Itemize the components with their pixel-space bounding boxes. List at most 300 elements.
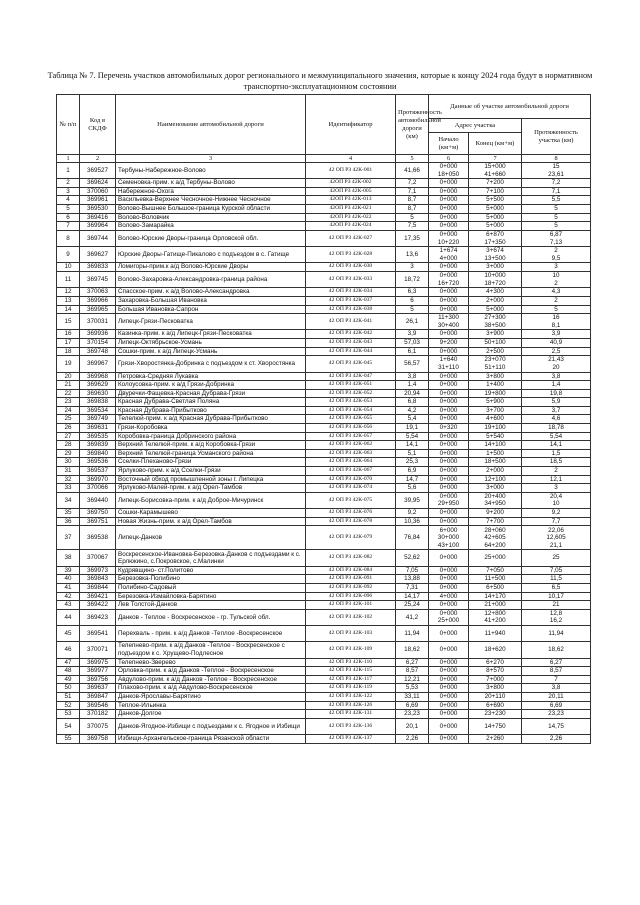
segment-length-cell: [522, 441, 591, 450]
row-number: 38: [57, 550, 80, 566]
table-row: [57, 381, 591, 390]
road-name: Волово-Замарайка: [116, 222, 306, 231]
road-name: Сошки-прим. к а/д Липецк-Усмань: [116, 347, 306, 356]
table-row: [57, 693, 591, 702]
road-length: 14,1: [396, 441, 429, 450]
segment-end: 3+800: [486, 684, 504, 692]
segment-end-cell: [469, 693, 522, 702]
segment-start-cell: [429, 609, 469, 625]
road-name: Спасское-прим. к а/д Волово-Александровка: [116, 288, 306, 297]
segment-end: 41+660: [484, 170, 506, 178]
segment-start-cell: [429, 372, 469, 381]
segment-start: 0+000: [439, 288, 458, 296]
skdf-code: 369977: [80, 667, 116, 676]
road-identifier: 42ОП РЗ 42К-013: [306, 196, 396, 205]
skdf-code: 369541: [80, 626, 116, 642]
segment-start-cell: [429, 484, 469, 493]
segment-start: 0+000: [439, 701, 458, 709]
road-length: 25,3: [396, 458, 429, 467]
road-name: Липецк-Грязи-Песковатка: [116, 314, 306, 330]
segment-start: 0+000: [439, 179, 458, 187]
segment-end-cell: [469, 550, 522, 566]
segment-end: 25+000: [484, 554, 506, 562]
segment-length-cell: [522, 222, 591, 231]
row-number: 52: [57, 701, 80, 710]
col-number: 2: [80, 155, 116, 163]
segment-start: 0+000: [439, 296, 458, 304]
segment-end: 20+110: [484, 693, 506, 701]
segment-length-cell: [522, 330, 591, 339]
segment-start: 10+220: [437, 238, 460, 246]
road-identifier: 42 ОП РЗ 42К-076: [306, 509, 396, 518]
segment-end-cell: [469, 296, 522, 305]
row-number: 23: [57, 398, 80, 407]
road-length: 6,3: [396, 288, 429, 297]
segment-length: 2: [554, 296, 558, 304]
segment-end: 2+260: [486, 735, 504, 743]
segment-end: 5+000: [486, 213, 504, 221]
road-identifier: 42 ОП РЗ 42К-038: [306, 305, 396, 314]
segment-start-cell: [429, 667, 469, 676]
segment-start-cell: [429, 718, 469, 734]
table-row: [57, 272, 591, 288]
row-number: 35: [57, 509, 80, 518]
segment-end: 6+690: [486, 701, 504, 709]
segment-end: 1+400: [486, 381, 504, 389]
header-length: Протяженность автомобильной дороги (км): [396, 95, 429, 155]
segment-length: 12,8: [549, 609, 563, 617]
road-length: 23,23: [396, 710, 429, 719]
segment-start: 0+000: [439, 484, 458, 492]
road-name: Верхний Телелюй-граница Усманского района: [116, 449, 306, 458]
segment-start-cell: [429, 179, 469, 188]
table-row: [57, 339, 591, 348]
segment-start-cell: [429, 205, 469, 214]
segment-start-cell: [429, 592, 469, 601]
segment-length-cell: [522, 609, 591, 625]
skdf-code: 369749: [80, 415, 116, 424]
row-number: 6: [57, 213, 80, 222]
segment-start: 0+000: [439, 389, 458, 397]
table-row: [57, 575, 591, 584]
road-identifier: 42 ОП РЗ 42К-053: [306, 398, 396, 407]
road-name: Юрские Дворы-Гатище-Пикалово с подъездом в с. Гатище: [116, 247, 306, 263]
row-number: 53: [57, 710, 80, 719]
road-name: Избищи-Архангельское-граница Рязанской области: [116, 735, 306, 744]
row-number: 11: [57, 272, 80, 288]
segment-length: 3,8: [551, 684, 561, 692]
segment-end: 2+500: [486, 347, 504, 355]
segment-length: 3,8: [551, 372, 561, 380]
segment-length: 9,2: [551, 509, 561, 517]
skdf-code: 370060: [80, 187, 116, 196]
header-id: Идентификатор: [306, 95, 396, 155]
skdf-code: 369537: [80, 467, 116, 476]
road-length: 20,1: [396, 718, 429, 734]
segment-start: 0+320: [439, 424, 458, 432]
segment-length-cell: [522, 642, 591, 658]
road-name: Данков-Ярославы-Барятино: [116, 693, 306, 702]
table-title: Таблица № 7. Перечень участков автомобильных дорог регионального и межмуниципального значения, которые к концу 2024 года будут в нормативном транспортно-эксплуатационном состоянии: [47, 71, 593, 91]
road-length: 4,2: [396, 406, 429, 415]
segment-end: 7+050: [486, 566, 504, 574]
road-identifier: 42 ОП РЗ 42К-131: [306, 710, 396, 719]
table-row: [57, 735, 591, 744]
segment-start: 0+000: [439, 187, 458, 195]
segment-end: 3+000: [486, 263, 504, 271]
skdf-code: 369758: [80, 735, 116, 744]
segment-end-cell: [469, 163, 522, 179]
row-number: 8: [57, 230, 80, 246]
segment-start-cell: [429, 517, 469, 526]
segment-end-cell: [469, 718, 522, 734]
row-number: 36: [57, 517, 80, 526]
segment-length-cell: [522, 213, 591, 222]
skdf-code: 369970: [80, 475, 116, 484]
segment-length: 3,9: [551, 330, 561, 338]
segment-end-cell: [469, 288, 522, 297]
row-number: 47: [57, 658, 80, 667]
road-length: 33,11: [396, 693, 429, 702]
table-row: [57, 398, 591, 407]
segment-start-cell: [429, 230, 469, 246]
segment-start-cell: [429, 575, 469, 584]
road-identifier: 42 ОП РЗ 42К-027: [306, 230, 396, 246]
segment-start-cell: [429, 710, 469, 719]
road-length: 8,7: [396, 196, 429, 205]
road-name: Липецк-Борисовка-прим. к а/д Доброе-Мичуринск: [116, 492, 306, 508]
skdf-code: 369630: [80, 389, 116, 398]
segment-start-cell: [429, 247, 469, 263]
road-identifier: 42 ОП РЗ 42К-136: [306, 718, 396, 734]
segment-length: 5,5: [551, 196, 561, 204]
segment-start: 0+000: [439, 449, 458, 457]
row-number: 18: [57, 347, 80, 356]
segment-end: 38+500: [484, 321, 506, 329]
road-name: Набережное-Охога: [116, 187, 306, 196]
segment-end: 42+605: [484, 534, 506, 542]
segment-start: 0+000: [439, 415, 458, 423]
table-row: [57, 710, 591, 719]
segment-length: 4,6: [551, 415, 561, 423]
row-number: 10: [57, 263, 80, 272]
road-identifier: 42 ОП РЗ 42К-055: [306, 415, 396, 424]
segment-end: 13+500: [484, 254, 506, 262]
road-name: Красная Дубрава-Светлая Поляна: [116, 398, 306, 407]
table-row: [57, 196, 591, 205]
table-row: [57, 675, 591, 684]
segment-length: 10: [552, 272, 560, 280]
segment-end-cell: [469, 381, 522, 390]
skdf-code: 369534: [80, 406, 116, 415]
skdf-code: 369839: [80, 441, 116, 450]
segment-end-cell: [469, 583, 522, 592]
segment-end: 27+300: [484, 314, 506, 322]
row-number: 3: [57, 187, 80, 196]
skdf-code: 369961: [80, 196, 116, 205]
segment-start: 0+000: [439, 222, 458, 230]
table-row: [57, 288, 591, 297]
skdf-code: 369838: [80, 398, 116, 407]
segment-end-cell: [469, 509, 522, 518]
table-row: [57, 658, 591, 667]
segment-start-cell: [429, 339, 469, 348]
segment-length-cell: [522, 398, 591, 407]
road-name: Авдулово-прим. к а/д Данков -Теплое - Воскресенское: [116, 675, 306, 684]
segment-length: 1,4: [551, 381, 561, 389]
segment-length: 21,43: [548, 356, 564, 364]
segment-end: 3+000: [486, 484, 504, 492]
skdf-code: 370075: [80, 718, 116, 734]
row-number: 49: [57, 675, 80, 684]
segment-end: 2+000: [486, 467, 504, 475]
segment-length: 3: [554, 484, 558, 492]
table-row: [57, 296, 591, 305]
segment-length: 6,87: [549, 230, 563, 238]
segment-length-cell: [522, 626, 591, 642]
segment-end: 7+100: [486, 187, 504, 195]
segment-start: 0+000: [439, 263, 458, 271]
segment-end: 18+500: [484, 458, 506, 466]
segment-end-cell: [469, 449, 522, 458]
segment-length-cell: [522, 230, 591, 246]
row-number: 22: [57, 389, 80, 398]
road-length: 6,1: [396, 347, 429, 356]
segment-start: 0+000: [439, 475, 458, 483]
segment-end: 3+900: [486, 330, 504, 338]
col-number: 8: [522, 155, 591, 163]
segment-start-cell: [429, 467, 469, 476]
road-name: Телепнево-прим. к а/д Данков -Теплое - Воскресенское с подъездом к с. Хрущево-Подлесное: [116, 642, 306, 658]
road-identifier: 42 ОП РЗ 42К-054: [306, 406, 396, 415]
segment-end: 4+300: [486, 288, 504, 296]
segment-start: 1+674: [439, 247, 458, 255]
road-length: 41,66: [396, 163, 429, 179]
road-identifier: 42 ОП РЗ 42К-041: [306, 314, 396, 330]
table-row: [57, 230, 591, 246]
segment-end: 2+000: [486, 296, 504, 304]
row-number: 48: [57, 667, 80, 676]
segment-length: 5,54: [549, 432, 563, 440]
segment-length: 2: [554, 247, 558, 255]
segment-start-cell: [429, 441, 469, 450]
row-number: 2: [57, 179, 80, 188]
road-name: Теплое-Ильинка: [116, 701, 306, 710]
row-number: 54: [57, 718, 80, 734]
road-length: 8,7: [396, 205, 429, 214]
road-name: Новая Жизнь-прим. к а/д Орел-Тамбов: [116, 517, 306, 526]
road-identifier: 42 ОП РЗ 42К-070: [306, 475, 396, 484]
segment-start-cell: [429, 389, 469, 398]
header-code: Код в СКДФ: [80, 95, 116, 155]
road-name: Волово-Воловчик: [116, 213, 306, 222]
segment-end-cell: [469, 213, 522, 222]
skdf-code: 369744: [80, 230, 116, 246]
road-name: Березовка-Полибино: [116, 575, 306, 584]
segment-length: 11,5: [550, 575, 562, 583]
road-name: Сселки-Плеханово-Грязи: [116, 458, 306, 467]
road-name: Данков-Долгое: [116, 710, 306, 719]
road-identifier: 42 ОП РЗ 42К-096: [306, 592, 396, 601]
segment-start-cell: [429, 475, 469, 484]
segment-start-cell: [429, 566, 469, 575]
segment-start: 0+000: [439, 305, 458, 313]
segment-start-cell: [429, 163, 469, 179]
segment-start-cell: [429, 449, 469, 458]
road-identifier: 42ОП РЗ 42К-022: [306, 213, 396, 222]
table-row: [57, 389, 591, 398]
road-identifier: 42 ОП РЗ 42К-063: [306, 449, 396, 458]
road-name: Волово-Вышнее Большое-граница Курской области: [116, 205, 306, 214]
skdf-code: 369973: [80, 566, 116, 575]
skdf-code: 369967: [80, 356, 116, 372]
road-name: Петровка-Средняя Лукавка: [116, 372, 306, 381]
segment-end-cell: [469, 272, 522, 288]
segment-length-cell: [522, 684, 591, 693]
segment-end-cell: [469, 441, 522, 450]
segment-length-cell: [522, 372, 591, 381]
table-row: [57, 415, 591, 424]
road-length: 5: [396, 213, 429, 222]
skdf-code: 369965: [80, 305, 116, 314]
table-row: [57, 484, 591, 493]
segment-start-cell: [429, 272, 469, 288]
segment-end-cell: [469, 735, 522, 744]
road-length: 1,4: [396, 381, 429, 390]
segment-start: 43+100: [437, 541, 460, 549]
segment-end: 10+000: [484, 272, 506, 280]
segment-length-cell: [522, 601, 591, 610]
segment-length-cell: [522, 492, 591, 508]
segment-start: 0+000: [439, 609, 458, 617]
road-name: Васильевка-Верхнее Чесночное-Нижнее Чесночное: [116, 196, 306, 205]
table-row: [57, 684, 591, 693]
road-length: 6: [396, 296, 429, 305]
road-length: 9,2: [396, 509, 429, 518]
segment-end-cell: [469, 247, 522, 263]
segment-start: 25+000: [437, 617, 460, 625]
table-row: [57, 550, 591, 566]
road-length: 39,95: [396, 492, 429, 508]
road-length: 76,84: [396, 526, 429, 550]
table-row: [57, 626, 591, 642]
segment-start-cell: [429, 735, 469, 744]
segment-length-cell: [522, 389, 591, 398]
road-length: 7,31: [396, 583, 429, 592]
segment-end: 50+100: [484, 339, 506, 347]
segment-length-cell: [522, 449, 591, 458]
segment-length-cell: [522, 356, 591, 372]
row-number: 51: [57, 693, 80, 702]
segment-end: 28+060: [484, 526, 506, 534]
row-number: 41: [57, 583, 80, 592]
segment-length: 7: [554, 675, 558, 683]
skdf-code: 370154: [80, 339, 116, 348]
road-identifier: 42 ОП РЗ 42К-084: [306, 566, 396, 575]
segment-start: 0+000: [439, 517, 458, 525]
row-number: 33: [57, 484, 80, 493]
road-length: 5: [396, 305, 429, 314]
segment-end-cell: [469, 609, 522, 625]
road-identifier: 42 ОП РЗ 42К-045: [306, 356, 396, 372]
segment-start-cell: [429, 187, 469, 196]
row-number: 44: [57, 609, 80, 625]
segment-start: 11+300: [438, 314, 459, 322]
segment-end-cell: [469, 484, 522, 493]
segment-end-cell: [469, 710, 522, 719]
segment-end-cell: [469, 626, 522, 642]
road-identifier: 42 ОП РЗ 42К-037: [306, 296, 396, 305]
segment-end: 21+000: [484, 601, 506, 609]
skdf-code: 369750: [80, 509, 116, 518]
road-length: 5,6: [396, 484, 429, 493]
road-length: 52,62: [396, 550, 429, 566]
row-number: 17: [57, 339, 80, 348]
skdf-code: 369423: [80, 609, 116, 625]
segment-end-cell: [469, 475, 522, 484]
segment-end: 14+170: [484, 592, 506, 600]
skdf-code: 369975: [80, 658, 116, 667]
segment-start-cell: [429, 675, 469, 684]
road-length: 5,54: [396, 432, 429, 441]
road-identifier: 42 ОП РЗ 42К-117: [306, 675, 396, 684]
road-name: Большая Ивановка-Сапрон: [116, 305, 306, 314]
road-identifier: 42 ОП РЗ 42К-126: [306, 701, 396, 710]
road-length: 13,88: [396, 575, 429, 584]
segment-start-cell: [429, 305, 469, 314]
segment-length: 23,61: [548, 170, 564, 178]
segment-start: 0+000: [439, 406, 458, 414]
segment-length-cell: [522, 667, 591, 676]
segment-start: 31+110: [438, 363, 459, 371]
skdf-code: 369840: [80, 449, 116, 458]
row-number: 42: [57, 592, 80, 601]
segment-length: 21: [552, 601, 560, 609]
segment-end: 19+800: [484, 389, 506, 397]
road-length: 7,2: [396, 179, 429, 188]
row-number: 7: [57, 222, 80, 231]
segment-length: 21,1: [549, 541, 563, 549]
segment-start-cell: [429, 381, 469, 390]
skdf-code: 369416: [80, 213, 116, 222]
segment-end: 9+200: [486, 509, 504, 517]
road-identifier: 42 ОП РЗ 42К-075: [306, 492, 396, 508]
segment-start: 0+000: [439, 710, 458, 718]
segment-start-cell: [429, 658, 469, 667]
segment-start: 0+000: [439, 381, 458, 389]
segment-end-cell: [469, 592, 522, 601]
table-row: [57, 609, 591, 625]
segment-start: 0+000: [439, 722, 458, 730]
segment-end: 64+200: [484, 541, 506, 549]
row-number: 27: [57, 432, 80, 441]
segment-start-cell: [429, 263, 469, 272]
road-length: 3,8: [396, 372, 429, 381]
segment-end-cell: [469, 566, 522, 575]
segment-length-cell: [522, 710, 591, 719]
segment-length-cell: [522, 296, 591, 305]
segment-length: 2: [554, 279, 558, 287]
header-segment-group: Данные об участке автомобильной дороги: [429, 95, 591, 119]
row-number: 21: [57, 381, 80, 390]
segment-start: 0+000: [439, 693, 458, 701]
segment-length: 7,13: [549, 238, 563, 246]
road-identifier: 42 ОП РЗ 42К-092: [306, 583, 396, 592]
table-row: [57, 517, 591, 526]
skdf-code: 369936: [80, 330, 116, 339]
skdf-code: 369847: [80, 693, 116, 702]
segment-length: 16: [552, 314, 560, 322]
